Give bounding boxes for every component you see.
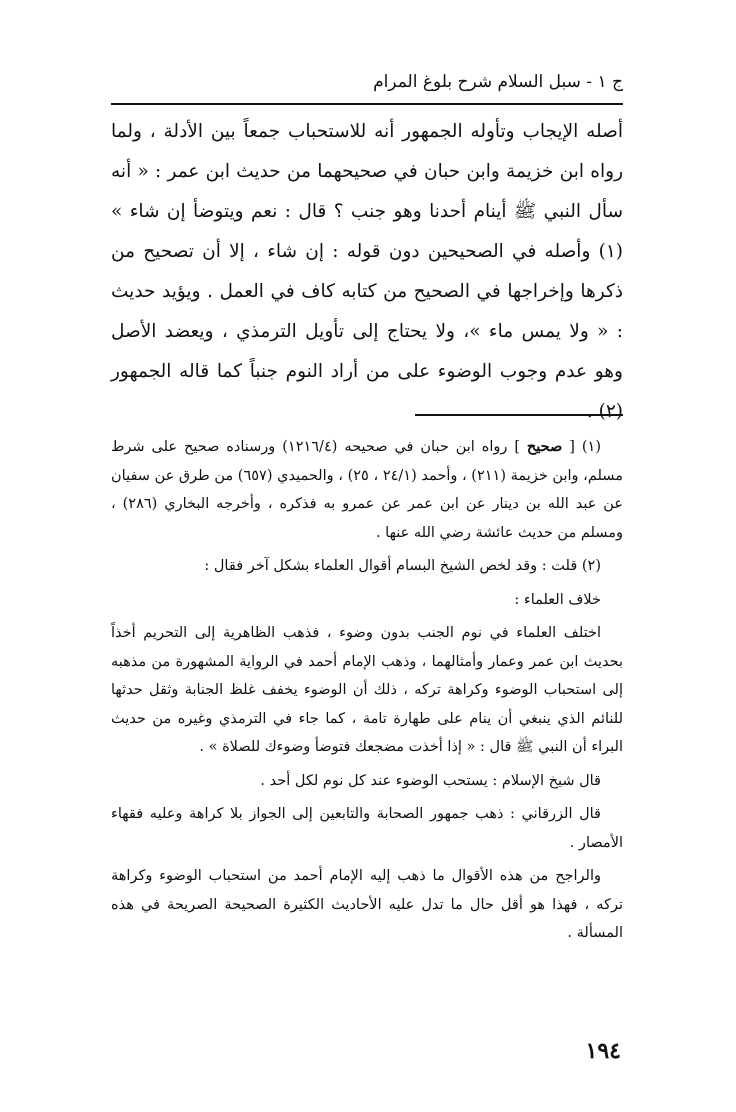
footnote-2-paragraph: اختلف العلماء في نوم الجنب بدون وضوء ، فذهب الظاهرية إلى التحريم أخذاً بحديث ابن عمر وعمار وأمثالهما ، وذهب الإمام أحمد في الرواية المشهورة من مذهبه إلى استحباب الوضوء وكراهة تركه ، ذلك أن الوضوء يخفف غلظ الجنابة وثقل حدثها للنائم الذي ينبغي أن ينام على طهارة تامة ، كما جاء في الترمذي وغيره من حديث البراء أن النبي ﷺ قال : « إذا أخذت مضجعك فتوضأ وضوءك للصلاة » . bbox=[111, 625, 623, 755]
main-text bbox=[111, 112, 623, 432]
footnote-1-text: ] رواه ابن حبان في صحيحه (١٢١٦/٤) ورسناده صحيح على شرط مسلم، وابن خزيمة (٢١١) ، وأحمد (٢٤/١ ، ٢٥) ، والحميدي (٦٥٧) من طرق عن سفيان عن عبد الله بن دينار عن ابن عمر عن عمرو به فذكره ، وأخرجه البخاري (٢٨٦) ، ومسلم من حديث عائشة رضي الله عنها . bbox=[111, 439, 624, 541]
footnote-2-intro: (٢) قلت : وقد لخص الشيخ البسام أقوال العلماء بشكل آخر فقال : bbox=[204, 558, 601, 574]
footnote-2-paragraph: قال شيخ الإسلام : يستحب الوضوء عند كل نوم لكل أحد . bbox=[260, 772, 601, 789]
footnote-separator bbox=[415, 414, 623, 416]
footnotes bbox=[111, 433, 623, 953]
running-header: ج ١ - سبل السلام شرح بلوغ المرام bbox=[373, 72, 623, 92]
header-rule bbox=[111, 103, 623, 105]
footnote-1-grade: صحيح bbox=[526, 438, 563, 455]
page-number: ١٩٤ bbox=[585, 1038, 621, 1064]
footnote-2-paragraph: والراجح من هذه الأقوال ما ذهب إليه الإمام أحمد من استحباب الوضوء وكراهة تركه ، فهذا هو أقل حال ما تدل عليه الأحاديث الكثيرة الصحيحة الصريحة في هذه المسألة . bbox=[111, 868, 623, 941]
footnote-1-prefix: (١) [ bbox=[569, 439, 601, 455]
main-paragraph: أصله الإيجاب وتأوله الجمهور أنه للاستحباب جمعاً بين الأدلة ، ولما رواه ابن خزيمة وابن حبان في صحيحهما من حديث ابن عمر : « أنه سأل النبي ﷺ أينام أحدنا وهو جنب ؟ قال : نعم ويتوضأ إن شاء » (١) وأصله في الصحيحين دون قوله : إن شاء ، إلا أن تصحيح من ذكرها وإخراجها في الصحيح من كتابه كاف في العمل . ويؤيد حديث : « ولا يمس ماء »، ولا يحتاج إلى تأويل الترمذي ، ويعضد الأصل وهو عدم وجوب الوضوء على من أراد النوم جنباً كما قاله الجمهور (٢) . bbox=[111, 121, 623, 422]
footnote-2-paragraph: قال الزرقاني : ذهب جمهور الصحابة والتابعين إلى الجواز بلا كراهة وعليه فقهاء الأمصار . bbox=[111, 806, 623, 851]
footnote-1 bbox=[111, 433, 623, 547]
footnote-2-heading: خلاف العلماء : bbox=[514, 591, 601, 608]
